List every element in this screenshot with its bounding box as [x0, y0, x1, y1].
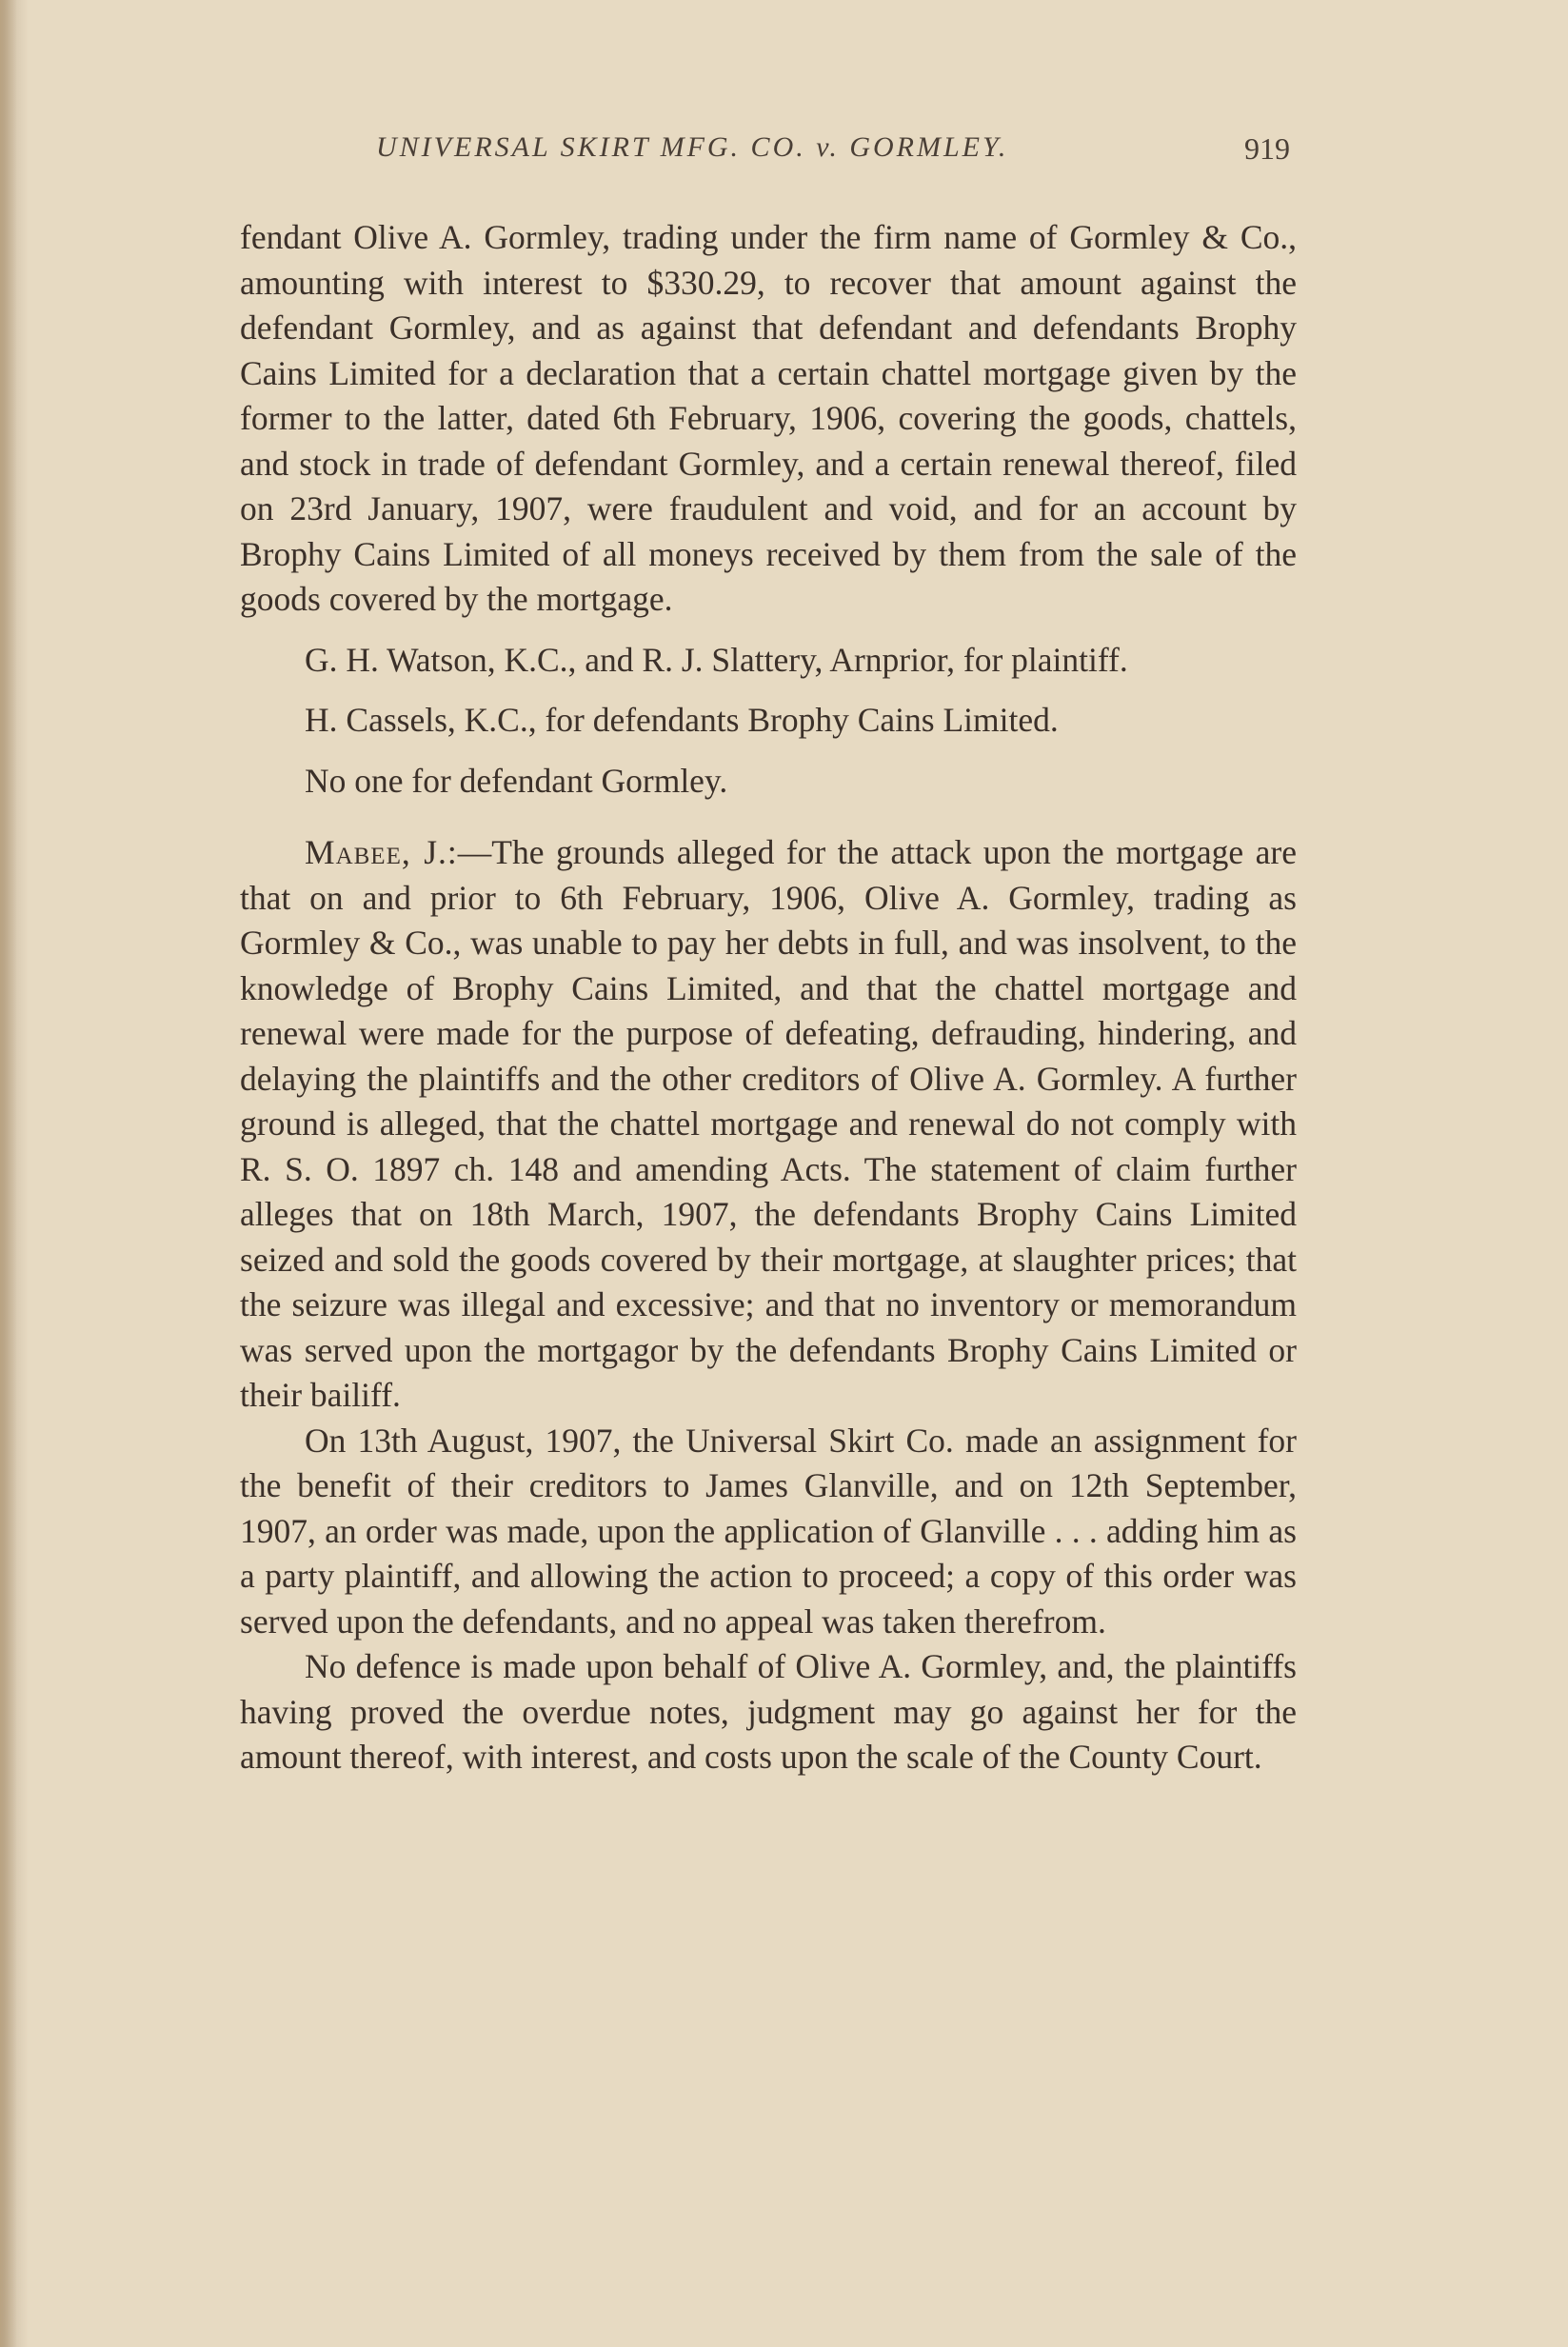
continued-paragraph: fendant Olive A. Gormley, trading under the firm name of Gormley & Co., amounting with interest to $330.29, to recover that amount against the defendant Gormley, and as against that defendant and defendants Brophy Cains Limited for a declaration that a certain chattel mortgage given by the former to the latter, dated 6th February, 1906, covering the goods, chattels, and stock in trade of defendant Gormley, and a certain renewal thereof, filed on 23rd January, 1907, were fraudulent and void, and for an account by Brophy Cains Limited of all moneys received by them from the sale of the goods covered by the mortgage. — [240, 218, 1297, 618]
page-body — [240, 215, 1297, 1780]
running-title: UNIVERSAL SKIRT MFG. CO. v. GORMLEY. — [376, 131, 1009, 163]
counsel-plaintiff: G. H. Watson, K.C., and R. J. Slattery, Arnprior, for plaintiff. — [305, 640, 1128, 679]
judgment-opening-paragraph — [240, 830, 1297, 1419]
judgment-opening-text: —The grounds alleged for the attack upon the mortgage are that on and prior to 6th February, 1906, Olive A. Gormley, trading as Gormley & Co., was unable to pay her debts in full, and was insolvent, to the knowledge of Brophy Cains Limited, and that the chattel mortgage and renewal were made for the purpose of defeating, defrauding, hindering, and delaying the plaintiffs and the other creditors of Olive A. Gormley. A further ground is alleged, that the chattel mortgage and renewal do not comply with R. S. O. 1897 ch. 148 and amending Acts. The statement of claim further alleges that on 18th March, 1907, the defendants Brophy Cains Limited seized and sold the goods covered by their mortgage, at slaughter prices; that the seizure was illegal and excessive; and that no inventory or memorandum was served upon the mortgagor by the defendants Brophy Cains Limited or their bailiff. — [240, 833, 1298, 1414]
judgment-paragraph: On 13th August, 1907, the Universal Skirt Co. made an assignment for the benefit of their creditors to James Glanville, and on 12th September, 1907, an order was made, upon the application of Glanville . . . adding him as a party plaintiff, and allowing the action to proceed; a copy of this order was served upon the defendants, and no appeal was taken therefrom. — [240, 1421, 1297, 1641]
running-head — [376, 131, 1290, 177]
page-number: 919 — [1244, 131, 1290, 166]
page-gutter-shadow — [0, 0, 17, 2347]
counsel-defendants: H. Cassels, K.C., for defendants Brophy Cains Limited. — [305, 701, 1059, 739]
judge-name: Mabee, J.: — [305, 833, 458, 871]
counsel-gormley: No one for defendant Gormley. — [305, 761, 728, 800]
judgment-paragraph: No defence is made upon behalf of Olive A. Gormley, and, the plaintiffs having proved the overdue notes, judgment may go against her for the amount thereof, with interest, and costs upon the scale of the County Court. — [240, 1647, 1297, 1776]
